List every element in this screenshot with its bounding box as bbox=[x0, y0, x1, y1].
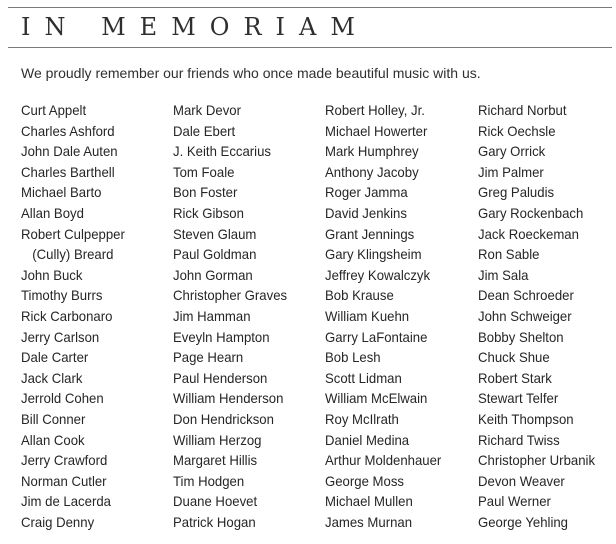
name-entry: Bon Foster bbox=[173, 184, 238, 201]
name-entry: Devon Weaver bbox=[478, 472, 565, 489]
name-entry: Bob Lesh bbox=[325, 349, 381, 366]
name-entry: Jim Hamman bbox=[173, 307, 251, 324]
name-entry: Michael Howerter bbox=[325, 122, 428, 139]
top-rule bbox=[8, 7, 612, 8]
name-entry: Michael Barto bbox=[21, 184, 102, 201]
name-entry: Anthony Jacoby bbox=[325, 163, 419, 180]
name-entry: Richard Twiss bbox=[478, 431, 560, 448]
name-entry: Tim Hodgen bbox=[173, 472, 245, 489]
name-entry: Robert Culpepper bbox=[21, 225, 125, 242]
name-entry: Arthur Moldenhauer bbox=[325, 452, 442, 469]
name-entry: Robert Stark bbox=[478, 369, 552, 386]
name-entry: Charles Ashford bbox=[21, 122, 115, 139]
name-entry: John Dale Auten bbox=[21, 143, 118, 160]
name-entry: Keith Thompson bbox=[478, 410, 574, 427]
name-entry: William Henderson bbox=[173, 390, 284, 407]
name-entry: Paul Werner bbox=[478, 493, 551, 510]
names-column-2 bbox=[173, 100, 287, 532]
name-entry: Dale Carter bbox=[21, 349, 89, 366]
name-entry: Richard Norbut bbox=[478, 102, 567, 118]
name-entry: William McElwain bbox=[325, 390, 428, 407]
name-entry: Steven Glaum bbox=[173, 225, 257, 242]
name-entry: John Buck bbox=[21, 266, 83, 283]
name-entry: Robert Holley, Jr. bbox=[325, 102, 425, 118]
name-entry: George Yehling bbox=[478, 513, 569, 530]
names-column-3 bbox=[325, 100, 441, 532]
name-entry: William Kuehn bbox=[325, 307, 410, 324]
name-entry: Roy McIlrath bbox=[325, 410, 399, 427]
name-entry: Rick Carbonaro bbox=[21, 307, 113, 324]
intro-text: We proudly remember our friends who once made beautiful music with us. bbox=[21, 65, 481, 81]
name-entry: Gary Orrick bbox=[478, 143, 546, 160]
name-entry: Christopher Urbanik bbox=[478, 452, 596, 469]
name-entry: Norman Cutler bbox=[21, 472, 107, 489]
name-entry: Greg Paludis bbox=[478, 184, 555, 201]
name-entry: Jerrold Cohen bbox=[21, 390, 104, 407]
name-entry: George Moss bbox=[325, 472, 405, 489]
name-entry: Michael Mullen bbox=[325, 493, 413, 510]
name-entry: Ron Sable bbox=[478, 246, 540, 263]
name-entry: Rick Oechsle bbox=[478, 122, 556, 139]
name-entry: Allan Boyd bbox=[21, 204, 84, 221]
name-entry: Dale Ebert bbox=[173, 122, 236, 139]
name-entry: Jim de Lacerda bbox=[21, 493, 111, 510]
name-entry: (Cully) Breard bbox=[32, 246, 114, 263]
name-entry: Page Hearn bbox=[173, 349, 244, 366]
name-entry: William Herzog bbox=[173, 431, 262, 448]
name-entry: Don Hendrickson bbox=[173, 410, 274, 427]
name-entry: John Schweiger bbox=[478, 307, 572, 324]
name-entry: Jerry Carlson bbox=[21, 328, 100, 345]
name-entry: Jeffrey Kowalczyk bbox=[325, 266, 431, 283]
name-entry: Bill Conner bbox=[21, 410, 86, 427]
name-entry: Rick Gibson bbox=[173, 204, 244, 221]
name-entry: Duane Hoevet bbox=[173, 493, 258, 510]
name-entry: Jack Clark bbox=[21, 369, 83, 386]
name-entry: Patrick Hogan bbox=[173, 513, 256, 530]
name-entry: Christopher Graves bbox=[173, 287, 288, 304]
name-entry: Roger Jamma bbox=[325, 184, 408, 201]
name-entry: Craig Denny bbox=[21, 513, 95, 530]
name-entry: Mark Devor bbox=[173, 102, 242, 118]
names-column-4 bbox=[478, 100, 595, 532]
name-entry: Allan Cook bbox=[21, 431, 85, 448]
name-entry: Gary Rockenbach bbox=[478, 204, 584, 221]
name-entry: Curt Appelt bbox=[21, 102, 87, 118]
name-entry: Paul Henderson bbox=[173, 369, 268, 386]
name-entry: Scott Lidman bbox=[325, 369, 402, 386]
name-entry: Jack Roeckeman bbox=[478, 225, 579, 242]
name-entry: Tom Foale bbox=[173, 163, 235, 180]
name-entry: Eveyln Hampton bbox=[173, 328, 270, 345]
name-entry: John Gorman bbox=[173, 266, 253, 283]
title-underline bbox=[8, 47, 612, 48]
name-entry: Charles Barthell bbox=[21, 163, 115, 180]
name-entry: Margaret Hillis bbox=[173, 452, 258, 469]
names-column-1 bbox=[21, 100, 125, 532]
name-entry: David Jenkins bbox=[325, 204, 407, 221]
name-entry: Mark Humphrey bbox=[325, 143, 419, 160]
name-entry: Garry LaFontaine bbox=[325, 328, 428, 345]
name-entry: Jerry Crawford bbox=[21, 452, 108, 469]
name-entry: Bobby Shelton bbox=[478, 328, 564, 345]
name-entry: Stewart Telfer bbox=[478, 390, 559, 407]
name-entry: Bob Krause bbox=[325, 287, 394, 304]
name-entry: Grant Jennings bbox=[325, 225, 415, 242]
name-entry: Gary Klingsheim bbox=[325, 246, 422, 263]
page-title: IN MEMORIAM bbox=[21, 13, 369, 41]
name-entry: Jim Palmer bbox=[478, 163, 544, 180]
name-entry: Daniel Medina bbox=[325, 431, 410, 448]
name-entry: J. Keith Eccarius bbox=[173, 143, 272, 160]
name-entry: Chuck Shue bbox=[478, 349, 550, 366]
name-entry: Jim Sala bbox=[478, 266, 529, 283]
name-entry: Dean Schroeder bbox=[478, 287, 574, 304]
name-entry: Paul Goldman bbox=[173, 246, 257, 263]
name-entry: James Murnan bbox=[325, 513, 413, 530]
name-entry: Timothy Burrs bbox=[21, 287, 103, 304]
